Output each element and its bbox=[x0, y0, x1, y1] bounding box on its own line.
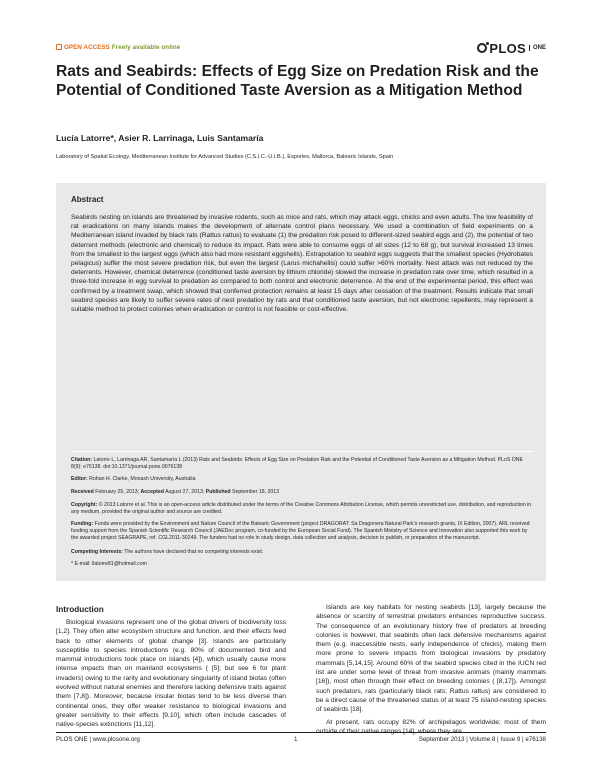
funding-line: Funding: Funds were provided by the Environment and Nature Council of the Balearic Government (project DRAGORAT: Sa Dragonera Natural Park's research grants, IX Edition, 2007). ARL received funding support from the Spanish Scientific Research Council (JAEDoc program, co-funded by the European Social Fund). The Spanish Ministry of Science and Innovation also supported this work by the awarded project SEAGRAPE, ref. CGL2011-30249. The funders had no role in study design, data collection and analysis, decision to publish, or preparation of the manuscript. bbox=[71, 521, 530, 542]
footer-journal-url: PLOS ONE | www.plosone.org bbox=[56, 736, 140, 743]
freely-available-text: Freely available online bbox=[111, 44, 181, 51]
author-list: Lucía Latorre*, Asier R. Larrinaga, Luis Santamaría bbox=[56, 133, 264, 143]
footer-issue-info: September 2013 | Volume 8 | Issue 9 | e76138 bbox=[418, 736, 546, 743]
journal-header bbox=[56, 40, 546, 58]
competing-interests-text: The authors have declared that no competing interests exist. bbox=[124, 549, 264, 555]
editor-line: Editor: Rohan H. Clarke, Monash University, Australia bbox=[71, 476, 196, 482]
citation-text: Latorre L, Larrinaga AR, Santamaría L (2013) Rats and Seabirds: Effects of Egg Size on Predation Risk and the Potential of Conditioned Taste Aversion as a Mitigation Method. PLoS ONE 8(9): e76138. doi:10.1371/journal.pone.0076138 bbox=[71, 457, 523, 471]
funding-text: Funds were provided by the Environment and Nature Council of the Balearic Government (project DRAGORAT: Sa Dragonera Natural Park's research grants, IX Edition, 2007). ARL received funding support from the Spanish Scientific Research Council (JAEDoc program, co-funded by the European Social Fund). The Spanish Ministry of Science and Innovation also supported this work by the awarded project SEAGRAPE, ref. CGL2011-30249. The funders had no role in study design, data collection and analysis, decision to publish, or preparation of the manuscript. bbox=[71, 521, 530, 542]
article-title: Rats and Seabirds: Effects of Egg Size on Predation Risk and the Potential of Conditioned Taste Aversion as a Mitigation Method bbox=[56, 63, 539, 99]
abstract-divider bbox=[71, 451, 533, 452]
competing-interests-line: Competing Interests: The authors have declared that no competing interests exist. bbox=[71, 549, 264, 555]
introduction-paragraph: Islands are key habitats for nesting seabirds [13], largely because the absence or scarcity of terrestrial predators enhances reproductive success. The consequence of an evolutionary history free of predators at breeding colonies is however, that seabirds often lack defensive mechanisms against them (e.g. inaccessible nests, early independence of chicks), making them more prone to severe impacts from biological invasions by predatory mammals [5,14,15]. Around 60% of the seabird species cited in the IUCN red list are under some level of threat from invasive animals (mainly mammals [16]), most often through their effect on breeding colonies ( [8,17]). Amongst such predators, rats (particularly black rats; Rattus rattus) are considered to be a direct cause of the threatened status of at least 75 island-nesting species of seabirds [18]. bbox=[316, 604, 546, 714]
footer-divider bbox=[56, 732, 546, 733]
abstract-text: Seabirds nesting on islands are threatened by invasive rodents, such as mice and rats, which may attack eggs, chicks and even adults. The low feasibility of rat eradications on many islands makes the development of alternate control plans necessary. We used a combination of field experiments on a Mediterranean island invaded by black rats (Rattus rattus) to evaluate (1) the predation risk posed to different-sized seabird eggs and (2), the potential of two deterrent methods (electronic and chemical) to reduce its impact. Rats were able to consume eggs of all sizes (12 to 68 g), but survival increased 13 times from the smallest to the largest eggs (which also had more resistant eggshells). Extrapolation to seabird eggs suggests that the smallest species (Hydrobates pelagicus) suffer the most severe predation risk, but even the largest (Larus michahellis) could suffer >60% mortality. Nest attack was not reduced by the deterrents. However, chemical deterrence (conditioned taste aversion by lithium chloride) slowed the increase in predation rate over time, which resulted in a three-fold increase in egg survival to predation as compared to both control and electronic deterrence. At the end of the experimental period, this effect was confirmed by a treatment swap, which showed that conferred protection remains at least 15 days after cessation of the treatment. Results indicate that small seabird species are likely to suffer severe rates of nest predation by rats and that conditioned taste aversion, but not electronic repellents, may represent a suitable method to protect colonies when eradication or control is not feasible or cost-effective. bbox=[71, 214, 533, 314]
footer-page-number: 1 bbox=[294, 736, 298, 743]
introduction-right-column bbox=[316, 603, 546, 739]
open-access-text: OPEN ACCESS bbox=[64, 44, 110, 51]
copyright-text: © 2013 Latorre et al. This is an open-access article distributed under the terms of the Creative Commons Attribution License, which permits unrestricted use, distribution, and reproduction in any medium, provided the original author and source are credited. bbox=[71, 502, 532, 516]
citation-line: Citation: Latorre L, Larrinaga AR, Santamaría L (2013) Rats and Seabirds: Effects of Egg Size on Predation Risk and the Potential of Conditioned Taste Aversion as a Mitigation Method. PLoS ONE 8(9): e76138. doi:10.1371/journal.pone.0076138 bbox=[71, 457, 523, 471]
introduction-paragraph: At present, rats occupy 82% of archipelagos worldwide; most of them bbox=[326, 718, 546, 726]
plos-one-logo bbox=[477, 40, 546, 56]
email-line: * E-mail: llatorre81@hotmail.com bbox=[71, 561, 147, 567]
dates-line: Received February 25, 2013; Accepted August 27, 2013; Published September 18, 2013 bbox=[71, 489, 280, 495]
open-access-lock-icon bbox=[56, 44, 62, 50]
abstract-box bbox=[56, 183, 546, 581]
abstract-heading: Abstract bbox=[71, 195, 104, 204]
plos-logo-subtext: ONE bbox=[529, 45, 546, 51]
introduction-left-column: Biological invasions represent one of the global drivers of biodiversity loss [1,2]. They often alter ecosystem structure and function, and their effects feed back to other elements of global change [3]. Islands are particularly susceptible to species introductions (e.g. 80% of documented bird and mammal introductions took place on islands [4]), which usually cause more intense impacts than on mainland ecosystems ( [5]; but see 6 for plant invaders) owing to the rarity and evolutionary singularity of island biotas (often evolved without natural enemies and therefore lacking defensive traits against them [7,8]). Moreover, because insular biotas tend to be less diverse than continental ones, they offer weaker resistance to biological invasions and greater sensitivity to their effects [9,10], which often include cascades of native-species extinctions [11,12]. bbox=[56, 619, 286, 729]
introduction-heading: Introduction bbox=[56, 605, 104, 614]
copyright-line: Copyright: © 2013 Latorre et al. This is an open-access article distributed under the terms of the Creative Commons Attribution License, which permits unrestricted use, distribution, and reproduction in any medium, provided the original author and source are credited. bbox=[71, 502, 532, 516]
author-affiliation: Laboratory of Spatial Ecology, Mediterranean Institute for Advanced Studies (C.S.I.C.-U.I.B.), Esporles, Mallorca, Balearic Islands, Spain bbox=[56, 154, 394, 160]
plos-logo-icon bbox=[477, 43, 487, 53]
plos-logo-text: PLOS bbox=[489, 40, 526, 56]
open-access-label bbox=[56, 44, 180, 51]
email-link[interactable]: llatorre81@hotmail.com bbox=[92, 561, 147, 567]
editor-text: Rohan H. Clarke, Monash University, Australia bbox=[89, 476, 196, 482]
